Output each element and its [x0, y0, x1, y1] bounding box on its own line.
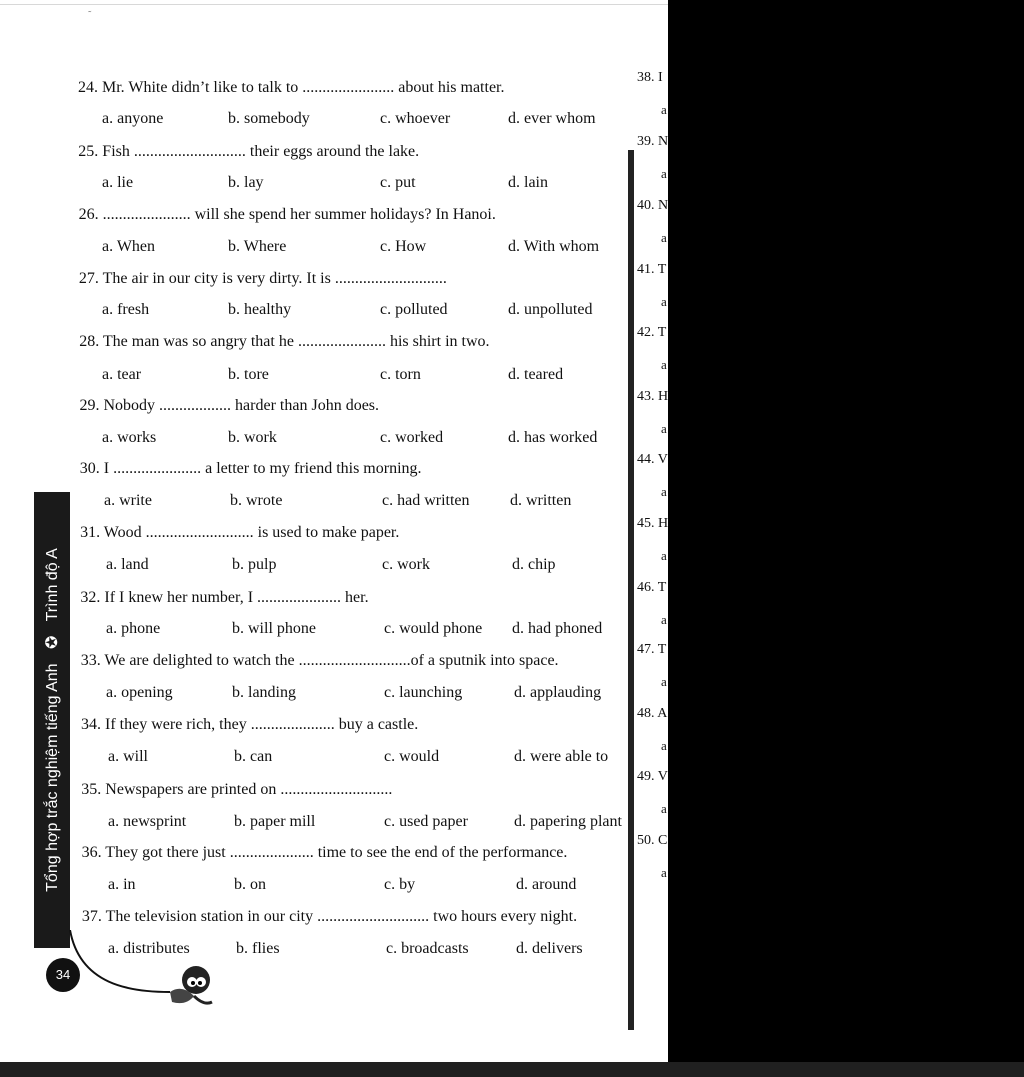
answer-option-c: c. polluted	[380, 301, 448, 318]
next-page-option: a	[661, 230, 667, 245]
answer-option-b: b. healthy	[228, 301, 292, 318]
answer-option-b: b. on	[234, 876, 266, 893]
answer-option-a: a. will	[108, 748, 148, 765]
answer-option-d: d. around	[516, 876, 577, 893]
question-text: 32. If I knew her number, I ..................... her.	[80, 589, 369, 606]
next-page-option: a	[661, 421, 667, 436]
answer-option-b: b. somebody	[228, 110, 310, 127]
answer-option-c: c. put	[380, 174, 416, 191]
next-page-question-number: 41. T	[637, 262, 667, 277]
banner-star-icon: ✪	[44, 635, 61, 649]
answer-option-b: b. can	[234, 748, 273, 765]
next-page-option: a	[661, 484, 667, 499]
answer-option-a: a. anyone	[102, 110, 164, 127]
answer-option-b: b. will phone	[232, 620, 316, 637]
next-page-option: a	[661, 612, 667, 627]
next-page-question-number: 47. T	[637, 642, 667, 657]
answer-option-d: d. ever whom	[508, 110, 596, 127]
answer-option-c: c. launching	[384, 684, 463, 701]
answer-option-b: b. Where	[228, 238, 287, 255]
next-page-option: a	[661, 294, 667, 309]
answer-option-c: c. by	[384, 876, 416, 893]
next-page-option: a	[661, 674, 667, 689]
answer-option-a: a. fresh	[102, 301, 150, 318]
next-page-question-number: 42. T	[637, 325, 667, 340]
answer-option-c: c. work	[382, 556, 430, 573]
next-page-question-number: 49. V	[637, 769, 668, 784]
answer-option-a: a. write	[104, 492, 152, 509]
question-text: 30. I ...................... a letter to my friend this morning.	[79, 460, 422, 477]
answer-option-d: d. had phoned	[512, 620, 603, 637]
answer-option-a: a. newsprint	[108, 813, 187, 830]
answer-option-a: a. tear	[102, 366, 142, 383]
answer-option-c: c. used paper	[384, 813, 468, 830]
next-page-question-number: 40. N	[637, 198, 668, 213]
next-page-question-number: 46. T	[637, 580, 667, 595]
answer-option-b: b. lay	[228, 174, 264, 191]
answer-option-b: b. paper mill	[234, 813, 316, 830]
answer-option-c: c. would phone	[384, 620, 483, 637]
question-text: 35. Newspapers are printed on ............................	[81, 781, 393, 798]
next-page-edge	[626, 0, 668, 1062]
decorative-curve	[60, 930, 180, 1000]
answer-option-d: d. papering plant	[514, 813, 622, 830]
next-page-option: a	[661, 102, 667, 117]
answer-option-c: c. How	[380, 238, 427, 255]
answer-option-a: a. lie	[102, 174, 134, 191]
answer-option-b: b. flies	[236, 940, 280, 957]
answer-option-d: d. With whom	[508, 238, 600, 255]
answer-option-a: a. When	[102, 238, 156, 255]
answer-option-d: d. has worked	[508, 429, 598, 446]
next-page-option: a	[661, 738, 667, 753]
answer-option-d: d. teared	[508, 366, 564, 383]
question-text: 37. The television station in our city ............................ two hours every night.	[81, 908, 578, 925]
question-text: 26. ...................... will she spend her summer holidays? In Hanoi.	[78, 206, 496, 223]
answer-option-d: d. unpolluted	[508, 301, 593, 318]
answer-option-b: b. tore	[228, 366, 269, 383]
next-page-option: a	[661, 801, 667, 816]
mascot-icon	[164, 962, 216, 1012]
answer-option-c: c. broadcasts	[386, 940, 469, 957]
next-page-question-number: 39. N	[637, 134, 668, 149]
answer-option-c: c. would	[384, 748, 440, 765]
answer-option-d: d. delivers	[516, 940, 583, 957]
answer-option-a: a. land	[106, 556, 149, 573]
next-page-question-number: 44. V	[637, 452, 668, 467]
answer-option-d: d. chip	[512, 556, 556, 573]
answer-option-a: a. opening	[106, 684, 173, 701]
answer-option-b: b. landing	[232, 684, 296, 701]
answer-option-a: a. distributes	[108, 940, 190, 957]
next-page-question-number: 48. A	[637, 706, 668, 721]
answer-option-d: d. were able to	[514, 748, 609, 765]
answer-option-c: c. torn	[380, 366, 421, 383]
viewer-bottom-bar	[0, 1062, 1024, 1077]
answer-option-c: c. had written	[382, 492, 470, 509]
question-text: 24. Mr. White didn’t like to talk to ....................... about his matter.	[78, 79, 505, 96]
scan-mark: ˜	[88, 10, 92, 21]
answer-option-b: b. pulp	[232, 556, 277, 573]
next-page-question-number: 43. H	[637, 389, 668, 404]
answer-option-a: a. works	[102, 429, 157, 446]
answer-option-b: b. work	[228, 429, 277, 446]
next-page-option: a	[661, 548, 667, 563]
answer-option-d: d. applauding	[514, 684, 602, 701]
next-page-option: a	[661, 166, 667, 181]
question-text: 27. The air in our city is very dirty. It is ............................	[78, 270, 447, 287]
next-page-question-number: 38. I	[637, 70, 663, 85]
question-text: 31. Wood ........................... is used to make paper.	[80, 524, 400, 541]
question-text: 28. The man was so angry that he ...................... his shirt in two.	[79, 333, 490, 350]
answer-option-c: c. whoever	[380, 110, 451, 127]
top-edge	[0, 4, 668, 5]
next-page-option: a	[661, 357, 667, 372]
question-text: 25. Fish ............................ their eggs around the lake.	[78, 143, 420, 160]
page-number: 34	[46, 958, 80, 992]
answer-option-a: a. phone	[106, 620, 161, 637]
next-page-question-number: 45. H	[637, 516, 668, 531]
answer-option-a: a. in	[108, 876, 136, 893]
question-text: 36. They got there just ..................... time to see the end of the performance.	[81, 844, 568, 861]
answer-option-d: d. lain	[508, 174, 548, 191]
question-text: 33. We are delighted to watch the ............................of a sputnik into space.	[80, 652, 559, 669]
answer-option-d: d. written	[510, 492, 572, 509]
side-banner-text	[42, 548, 62, 892]
page-binding-shadow	[628, 150, 634, 1030]
banner-title: Tổng hợp trắc nghiệm tiếng Anh	[44, 663, 61, 892]
banner-level: Trình độ A	[44, 548, 61, 622]
answer-option-c: c. worked	[380, 429, 444, 446]
answer-option-b: b. wrote	[230, 492, 283, 509]
question-text: 29. Nobody .................. harder than John does.	[79, 397, 380, 414]
next-page-question-number: 50. C	[637, 833, 668, 848]
question-text: 34. If they were rich, they ..................... buy a castle.	[81, 716, 419, 733]
next-page-option: a	[661, 865, 667, 880]
